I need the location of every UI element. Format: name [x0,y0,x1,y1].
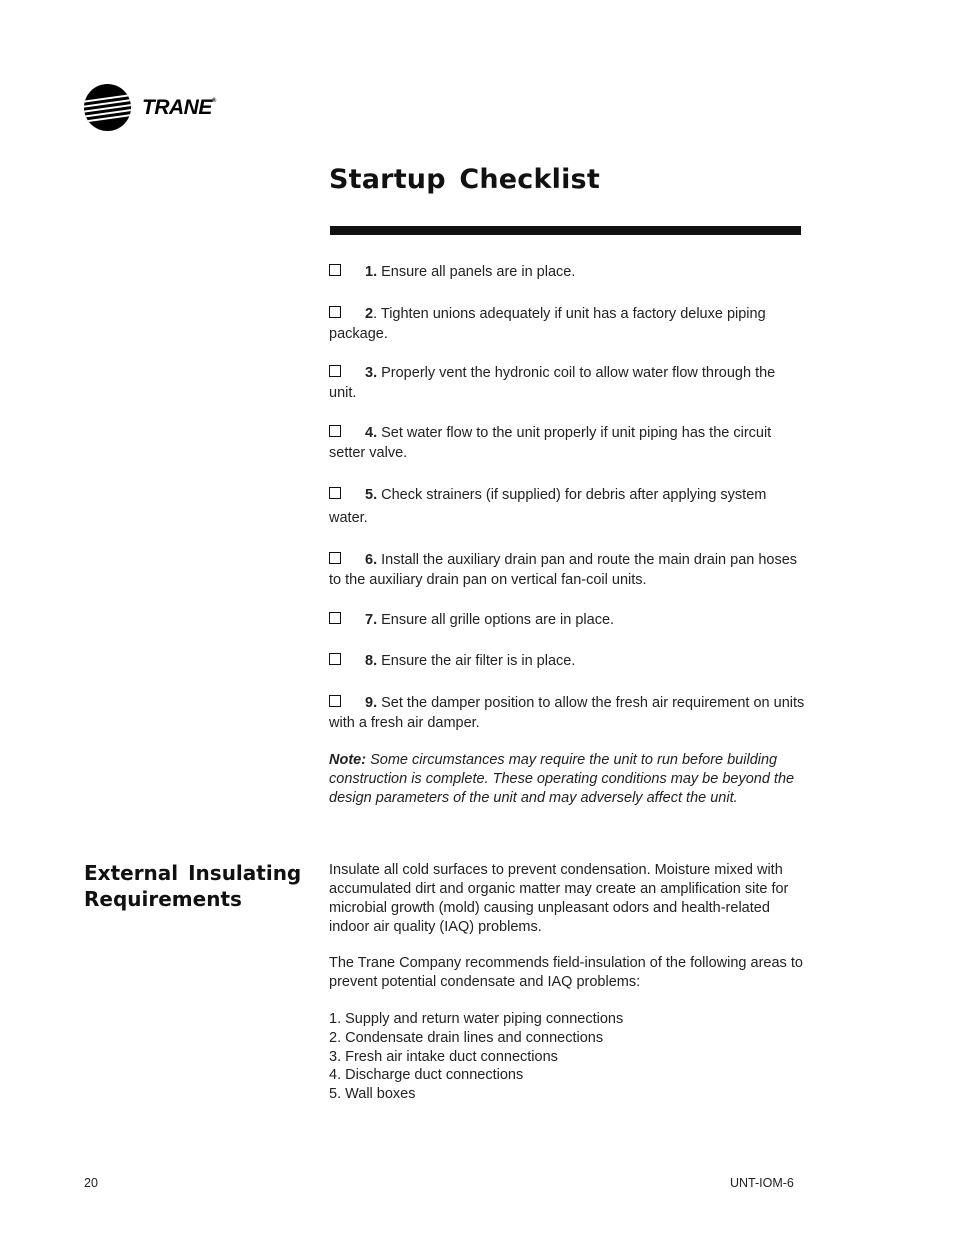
page-number: 20 [84,1176,98,1190]
trane-logo-icon [84,84,131,131]
section-heading-insulating: External Insulating Requirements [84,861,302,911]
checkbox-icon[interactable] [329,487,341,499]
checkbox-icon[interactable] [329,612,341,624]
document-id: UNT-IOM-6 [730,1176,794,1190]
list-item: 5. Wall boxes [329,1086,416,1103]
checklist-item-7: 7. Ensure all grille options are in place. [329,611,805,631]
checklist-item-9: 9. Set the damper position to allow the fresh air requirement on units with a fresh air damper. [329,695,805,731]
checkbox-icon[interactable] [329,695,341,707]
checklist-item-3: 3. Properly vent the hydronic coil to allow water flow through the unit. [329,365,776,401]
checklist-item-5: 5. Check strainers (if supplied) for debris after applying system water. [329,487,767,526]
checklist-item-4: 4. Set water flow to the unit properly if unit piping has the circuit setter valve. [329,425,772,461]
checkbox-icon[interactable] [329,552,341,564]
list-item: 3. Fresh air intake duct connections [329,1048,558,1065]
page-title: Startup Checklist [329,164,600,195]
checklist-item-1: 1. Ensure all panels are in place. [329,263,805,283]
list-item: 1. Supply and return water piping connections [329,1011,624,1027]
trane-wordmark: TRANE® [142,96,216,119]
checkbox-icon[interactable] [329,653,341,665]
checkbox-icon[interactable] [329,425,341,437]
checkbox-icon[interactable] [329,306,341,318]
checkbox-icon[interactable] [329,264,341,276]
trane-logo [84,84,234,132]
title-rule [330,226,801,235]
insulating-paragraph-2: The Trane Company recommends field-insulation of the following areas to prevent potential condensate and IAQ problems: [329,955,803,990]
list-item: 4. Discharge duct connections [329,1067,524,1084]
startup-note: Note: Some circumstances may require the unit to run before building construction is complete. These operating conditions may be beyond the design parameters of the unit and may adversely affect the unit. [329,752,795,806]
insulation-areas-list [329,1010,623,1104]
checklist-item-2: 2. Tighten unions adequately if unit has a factory deluxe piping package. [329,306,766,342]
checklist-item-6: 6. Install the auxiliary drain pan and route the main drain pan hoses to the auxiliary drain pan on vertical fan-coil units. [329,552,798,588]
checkbox-icon[interactable] [329,365,341,377]
insulating-paragraph-1: Insulate all cold surfaces to prevent condensation. Moisture mixed with accumulated dirt and organic matter may create an amplification site for microbial growth (mold) causing unpleasant odors and health-related indoor air quality (IAQ) problems. [329,862,789,935]
checklist-item-8: 8. Ensure the air filter is in place. [329,652,805,672]
list-item: 2. Condensate drain lines and connections [329,1029,604,1046]
